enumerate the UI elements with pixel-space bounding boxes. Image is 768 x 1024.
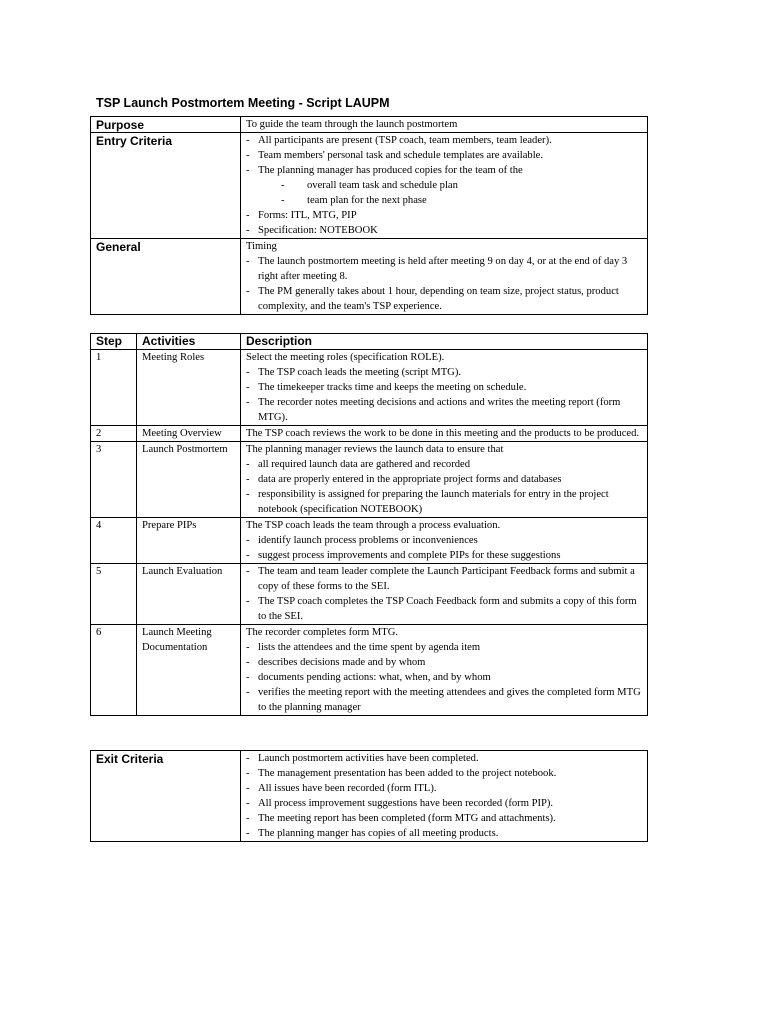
entry-criteria-subitem: - overall team task and schedule plan — [246, 178, 647, 193]
description-item: - identify launch process problems or inconveniences — [246, 533, 647, 548]
general-row — [91, 239, 648, 315]
description-item: - The TSP coach completes the TSP Coach Feedback form and submits a copy of this form to the SEI. — [246, 594, 647, 624]
step-activity: Launch Postmortem — [137, 442, 241, 518]
description-line: Select the meeting roles (specification ROLE). — [246, 352, 445, 363]
step-number: 1 — [91, 350, 137, 426]
step-description — [241, 518, 648, 564]
entry-criteria-item: - The planning manager has produced copies for the team of the — [246, 163, 647, 178]
table-row — [91, 442, 648, 518]
exit-criteria-item: - The meeting report has been completed (form MTG and attachments). — [246, 811, 647, 826]
description-item: - documents pending actions: what, when, and by whom — [246, 670, 647, 685]
entry-criteria-label: Entry Criteria — [91, 133, 241, 239]
description-column-header: Description — [241, 334, 648, 350]
exit-criteria-item: - The planning manger has copies of all meeting products. — [246, 826, 647, 841]
general-item: - The PM generally takes about 1 hour, depending on team size, project status, product complexity, and the team's TSP experience. — [246, 284, 647, 314]
table-row — [91, 564, 648, 625]
general-heading: Timing — [246, 241, 277, 252]
description-item: - describes decisions made and by whom — [246, 655, 647, 670]
exit-criteria-item: - The management presentation has been added to the project notebook. — [246, 766, 647, 781]
general-text — [241, 239, 648, 315]
steps-table — [90, 333, 648, 716]
step-activity: Launch Meeting Documentation — [137, 625, 241, 716]
purpose-row — [91, 117, 648, 133]
description-line: The recorder completes form MTG. — [246, 627, 399, 638]
entry-criteria-item: - Team members' personal task and schedule templates are available. — [246, 148, 647, 163]
description-item: - data are properly entered in the appropriate project forms and databases — [246, 472, 647, 487]
step-activity: Meeting Overview — [137, 426, 241, 442]
step-number: 6 — [91, 625, 137, 716]
entry-criteria-row — [91, 133, 648, 239]
exit-criteria-table — [90, 750, 648, 842]
purpose-text — [241, 117, 648, 133]
entry-criteria-item: - Specification: NOTEBOOK — [246, 223, 647, 238]
table-row — [91, 625, 648, 716]
general-item: - The launch postmortem meeting is held after meeting 9 on day 4, or at the end of day 3 right after meeting 8. — [246, 254, 647, 284]
entry-criteria-subitem: - team plan for the next phase — [246, 193, 647, 208]
step-activity: Prepare PIPs — [137, 518, 241, 564]
description-line: The TSP coach reviews the work to be done in this meeting and the products to be produced. — [246, 428, 640, 439]
exit-criteria-text — [241, 751, 648, 842]
entry-criteria-item: - Forms: ITL, MTG, PIP — [246, 208, 647, 223]
description-item: - The timekeeper tracks time and keeps the meeting on schedule. — [246, 380, 647, 395]
description-item: - The team and team leader complete the Launch Participant Feedback forms and submit a copy of these forms to the SEI. — [246, 564, 647, 594]
step-description — [241, 442, 648, 518]
step-description — [241, 564, 648, 625]
activities-column-header: Activities — [137, 334, 241, 350]
table-row — [91, 426, 648, 442]
purpose-label: Purpose — [91, 117, 241, 133]
description-item: - The TSP coach leads the meeting (script MTG). — [246, 365, 647, 380]
description-item: - all required launch data are gathered and recorded — [246, 457, 647, 472]
exit-criteria-item: - All process improvement suggestions have been recorded (form PIP). — [246, 796, 647, 811]
step-number: 4 — [91, 518, 137, 564]
table-row — [91, 518, 648, 564]
description-item: - The recorder notes meeting decisions and actions and writes the meeting report (form MTG). — [246, 395, 647, 425]
step-number: 5 — [91, 564, 137, 625]
script-info-table — [90, 116, 648, 315]
step-description — [241, 350, 648, 426]
step-number: 2 — [91, 426, 137, 442]
description-line: The TSP coach leads the team through a process evaluation. — [246, 520, 501, 531]
exit-criteria-row — [91, 751, 648, 842]
steps-header-row — [91, 334, 648, 350]
page-title: TSP Launch Postmortem Meeting - Script LAUPM — [96, 96, 390, 110]
step-description — [241, 625, 648, 716]
entry-criteria-item: - All participants are present (TSP coach, team members, team leader). — [246, 133, 647, 148]
step-description — [241, 426, 648, 442]
step-activity: Meeting Roles — [137, 350, 241, 426]
purpose-line: To guide the team through the launch postmortem — [246, 119, 458, 130]
entry-criteria-text — [241, 133, 648, 239]
step-number: 3 — [91, 442, 137, 518]
exit-criteria-item: - All issues have been recorded (form ITL). — [246, 781, 647, 796]
exit-criteria-item: - Launch postmortem activities have been completed. — [246, 751, 647, 766]
description-line: The planning manager reviews the launch data to ensure that — [246, 444, 504, 455]
description-item: - responsibility is assigned for preparing the launch materials for entry in the project notebook (specification NOTEBOOK) — [246, 487, 647, 517]
step-activity: Launch Evaluation — [137, 564, 241, 625]
exit-criteria-label: Exit Criteria — [91, 751, 241, 842]
description-item: - lists the attendees and the time spent by agenda item — [246, 640, 647, 655]
table-row — [91, 350, 648, 426]
general-label: General — [91, 239, 241, 315]
description-item: - suggest process improvements and complete PIPs for these suggestions — [246, 548, 647, 563]
description-item: - verifies the meeting report with the meeting attendees and gives the completed form MTG to the planning manager — [246, 685, 647, 715]
step-column-header: Step — [91, 334, 137, 350]
